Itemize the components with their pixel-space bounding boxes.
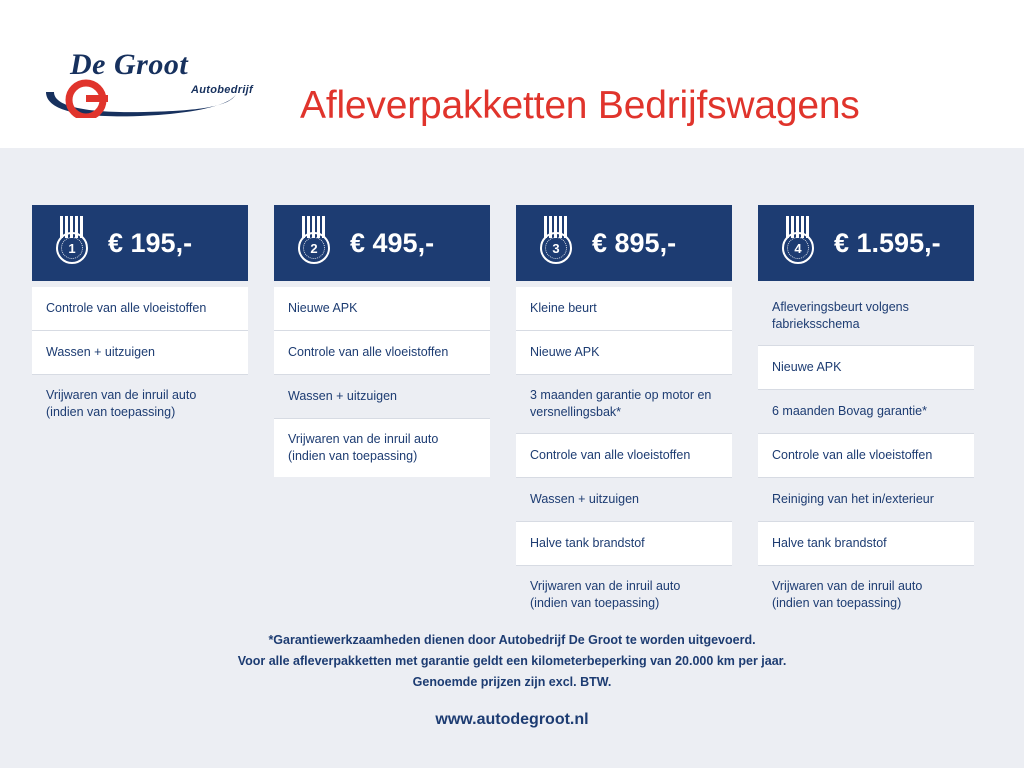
page-header bbox=[0, 0, 1024, 148]
package-header-1 bbox=[32, 205, 248, 281]
list-item bbox=[758, 478, 974, 522]
package-items-1 bbox=[32, 287, 248, 433]
list-item bbox=[274, 287, 490, 331]
medal-icon bbox=[288, 216, 340, 274]
list-item bbox=[516, 331, 732, 375]
item-text: Vrijwaren van de inruil auto (indien van toepassing) bbox=[46, 388, 197, 419]
package-price-3: € 895,- bbox=[592, 227, 677, 258]
item-text: Wassen + uitzuigen bbox=[46, 345, 155, 360]
item-text: Afleveringsbeurt volgens fabrieksschema bbox=[772, 300, 909, 331]
package-card-1 bbox=[32, 205, 248, 433]
item-text: Wassen + uitzuigen bbox=[288, 389, 397, 404]
item-text: 3 maanden garantie op motor en versnellingsbak* bbox=[530, 388, 712, 419]
page-footer bbox=[0, 630, 1024, 729]
item-text: Nieuwe APK bbox=[530, 345, 600, 360]
list-item bbox=[32, 331, 248, 375]
item-text: 6 maanden Bovag garantie* bbox=[772, 403, 927, 418]
website-link[interactable]: www.autodegroot.nl bbox=[435, 711, 589, 728]
package-price-1: € 195,- bbox=[108, 227, 193, 258]
package-items-4 bbox=[758, 287, 974, 624]
list-item bbox=[516, 375, 732, 434]
package-card-3 bbox=[516, 205, 732, 624]
list-item bbox=[758, 566, 974, 624]
package-number-1: 1 bbox=[56, 232, 88, 264]
footer-note-2: Voor alle afleverpakketten met garantie geldt een kilometerbeperking van 20.000 km per jaar. bbox=[237, 654, 787, 668]
list-item bbox=[32, 375, 248, 433]
list-item bbox=[516, 522, 732, 566]
footer-note-3: Genoemde prijzen zijn excl. BTW. bbox=[412, 675, 612, 689]
package-number-4: 4 bbox=[782, 232, 814, 264]
package-header-3 bbox=[516, 205, 732, 281]
package-header-4 bbox=[758, 205, 974, 281]
page-title: Afleverpakketten Bedrijfswagens bbox=[300, 84, 860, 128]
list-item bbox=[758, 522, 974, 566]
list-item bbox=[274, 331, 490, 375]
list-item bbox=[32, 287, 248, 331]
medal-icon bbox=[46, 216, 98, 274]
item-text: Vrijwaren van de inruil auto (indien van toepassing) bbox=[772, 578, 923, 610]
item-text: Halve tank brandstof bbox=[530, 535, 645, 550]
item-text: Vrijwaren van de inruil auto (indien van toepassing) bbox=[288, 432, 439, 463]
medal-icon bbox=[530, 216, 582, 274]
package-cards bbox=[32, 205, 992, 624]
logo-subtitle: Autobedrijf bbox=[191, 84, 253, 96]
footer-note-1: *Garantiewerkzaamheden dienen door Autobedrijf De Groot te worden uitgevoerd. bbox=[268, 633, 756, 647]
medal-icon bbox=[772, 216, 824, 274]
item-text: Reiniging van het in/exterieur bbox=[772, 491, 934, 506]
item-text: Vrijwaren van de inruil auto (indien van toepassing) bbox=[530, 578, 681, 610]
list-item bbox=[516, 566, 732, 624]
item-text: Controle van alle vloeistoffen bbox=[288, 345, 449, 360]
package-card-4 bbox=[758, 205, 974, 624]
package-number-3: 3 bbox=[540, 232, 572, 264]
logo-name: De Groot bbox=[70, 48, 189, 81]
package-number-2: 2 bbox=[298, 232, 330, 264]
list-item bbox=[516, 478, 732, 522]
list-item bbox=[274, 375, 490, 419]
item-text: Nieuwe APK bbox=[288, 301, 358, 316]
package-card-2 bbox=[274, 205, 490, 477]
list-item bbox=[274, 419, 490, 477]
package-header-2 bbox=[274, 205, 490, 281]
company-logo bbox=[40, 48, 255, 120]
package-items-2 bbox=[274, 287, 490, 477]
list-item bbox=[758, 346, 974, 390]
package-items-3 bbox=[516, 287, 732, 624]
item-text: Wassen + uitzuigen bbox=[530, 491, 639, 506]
package-price-2: € 495,- bbox=[350, 227, 435, 258]
package-price-4: € 1.595,- bbox=[834, 227, 941, 258]
item-text: Controle van alle vloeistoffen bbox=[46, 301, 207, 316]
list-item bbox=[516, 287, 732, 331]
list-item bbox=[758, 390, 974, 434]
item-text: Halve tank brandstof bbox=[772, 535, 887, 550]
list-item bbox=[758, 287, 974, 346]
list-item bbox=[516, 434, 732, 478]
item-text: Controle van alle vloeistoffen bbox=[772, 447, 933, 462]
item-text: Kleine beurt bbox=[530, 301, 597, 316]
list-item bbox=[758, 434, 974, 478]
item-text: Nieuwe APK bbox=[772, 359, 842, 374]
item-text: Controle van alle vloeistoffen bbox=[530, 447, 691, 462]
